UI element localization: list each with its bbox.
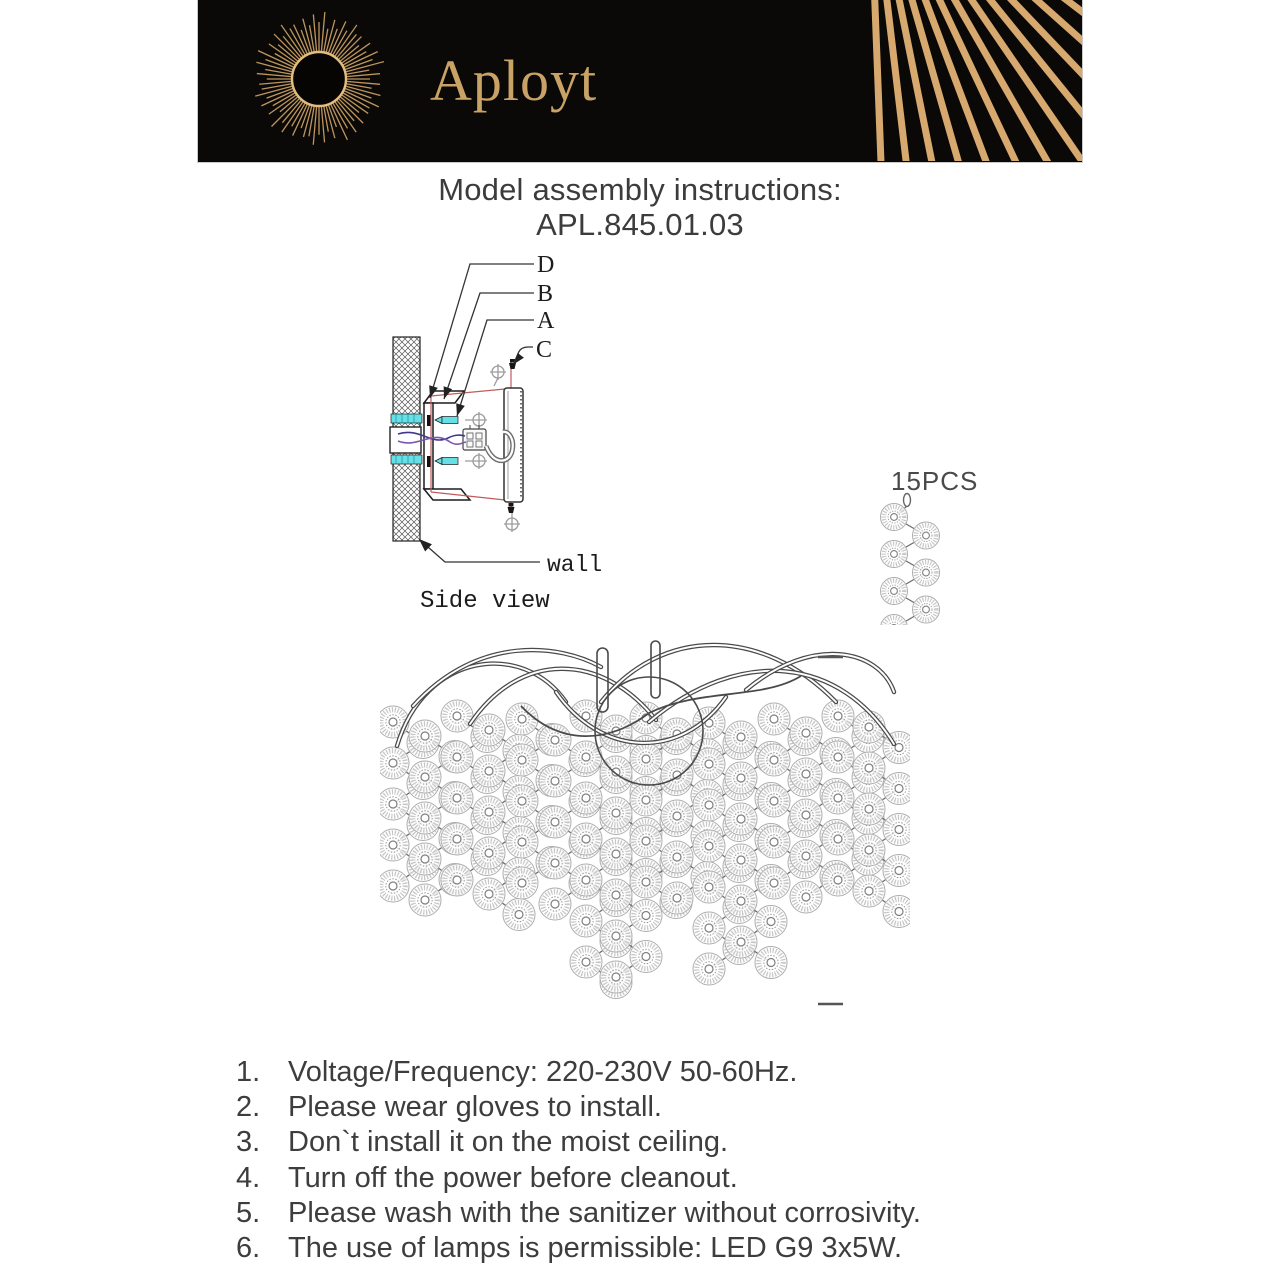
brand-wordmark: Aployt: [430, 48, 598, 113]
title-block: [0, 172, 1280, 242]
model-number: APL.845.01.03: [536, 207, 744, 242]
item-text: Please wash with the sanitizer without corrosivity.: [288, 1196, 921, 1229]
side-view-diagram: [350, 248, 660, 620]
item-number: 3.: [236, 1126, 261, 1159]
item-text: Don`t install it on the moist ceiling.: [288, 1126, 729, 1159]
item-number: 4.: [236, 1161, 261, 1194]
wall-label: wall: [547, 552, 603, 578]
wall-section: [390, 337, 421, 541]
instruction-list: [0, 1056, 1280, 1267]
item-text: Voltage/Frequency: 220-230V 50-60Hz.: [288, 1056, 798, 1088]
item-number: 2.: [236, 1091, 261, 1124]
list-item: [0, 1091, 1280, 1126]
corner-rays-icon: [869, 0, 1082, 161]
list-item: [0, 1126, 1280, 1161]
list-item: [0, 1056, 1280, 1091]
item-text: Please wear gloves to install.: [288, 1091, 662, 1124]
item-text: The use of lamps is permissible: LED G9 3x5W.: [288, 1231, 903, 1264]
callout-label-b: B: [537, 281, 554, 307]
list-item: [0, 1232, 1280, 1267]
list-item: [0, 1162, 1280, 1197]
item-number: 5.: [236, 1196, 261, 1229]
parts-count-label: 15PCS: [891, 466, 979, 496]
strand-crystals: [881, 504, 940, 626]
side-view-caption: Side view: [420, 588, 550, 615]
crystal-strand-part: [858, 460, 983, 625]
item-number: 6.: [236, 1231, 261, 1264]
callout-label-c: C: [536, 337, 553, 363]
banner-graphic: [198, 0, 1082, 161]
terminal-block: [463, 425, 486, 450]
callout-label-d: D: [537, 252, 555, 278]
item-text: Turn off the power before cleanout.: [288, 1161, 738, 1194]
item-number: 1.: [236, 1056, 261, 1088]
callout-label-a: A: [537, 308, 555, 334]
brand-banner: [197, 0, 1083, 163]
chandelier-illustration: [380, 618, 910, 1020]
page-title: Model assembly instructions:: [438, 172, 842, 207]
list-item: [0, 1197, 1280, 1232]
